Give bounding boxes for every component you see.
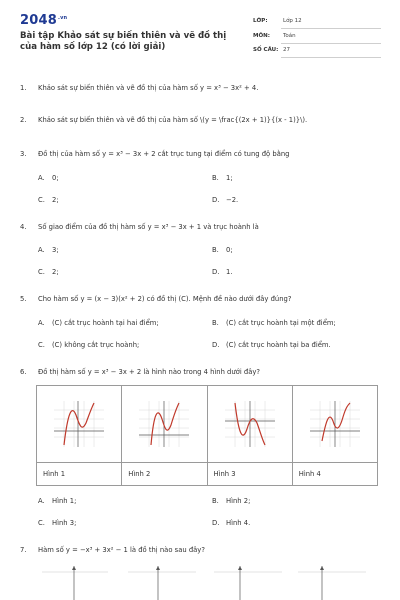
option-d[interactable] xyxy=(212,196,238,204)
option-c[interactable] xyxy=(38,196,59,204)
figure-caption: Hình 2 xyxy=(122,463,207,486)
question-number: 5. xyxy=(20,295,27,303)
option-a[interactable] xyxy=(38,246,59,254)
meta-value: Toán xyxy=(283,33,296,39)
meta-class xyxy=(253,15,381,29)
option-text: (C) không cắt trục hoành; xyxy=(52,341,140,349)
option-text: (C) cắt trục hoành tại một điểm; xyxy=(226,319,336,327)
meta-label: MÔN: xyxy=(253,33,270,39)
option-letter: C. xyxy=(38,268,45,276)
question-text: Đồ thị hàm số y = x³ − 3x + 2 là hình nào trong 4 hình dưới đây? xyxy=(38,368,260,376)
logo-text: 2048 xyxy=(20,13,57,28)
option-c[interactable] xyxy=(38,519,76,527)
option-letter: B. xyxy=(212,174,219,182)
option-c[interactable] xyxy=(38,341,139,349)
question-text: Khảo sát sự biến thiên và vẽ đồ thị của hàm số y = x³ − 3x² + 4. xyxy=(38,84,259,92)
meta-value: Lớp 12 xyxy=(283,18,302,24)
question-7-figures xyxy=(36,566,378,600)
option-letter: D. xyxy=(212,341,220,349)
figure-caption: Hình 4 xyxy=(292,463,377,486)
option-a[interactable] xyxy=(38,174,59,182)
question-text: Cho hàm số y = (x − 3)(x² + 2) có đồ thị (C). Mệnh đề nào dưới đây đúng? xyxy=(38,295,292,303)
option-letter: B. xyxy=(212,246,219,254)
option-a[interactable] xyxy=(38,319,159,327)
option-d[interactable] xyxy=(212,268,233,276)
option-text: Hình 3; xyxy=(52,519,77,527)
figure-cell xyxy=(292,386,377,463)
meta-label: LỚP: xyxy=(253,18,268,24)
option-text: 1; xyxy=(226,174,233,182)
option-text: Hình 1; xyxy=(52,497,77,505)
option-letter: C. xyxy=(38,196,45,204)
graph-figure-1 xyxy=(54,401,104,447)
question-number: 1. xyxy=(20,84,27,92)
figures-table xyxy=(36,385,378,486)
option-text: Hình 4. xyxy=(226,519,251,527)
question-text: Khảo sát sự biến thiên và vẽ đồ thị của hàm số \(y = \frac{(2x + 1)}{(x - 1)}\). xyxy=(38,116,308,124)
option-b[interactable] xyxy=(212,246,233,254)
figure-cell xyxy=(37,386,122,463)
question-text: Số giao điểm của đồ thị hàm số y = x³ − 3x + 1 và trục hoành là xyxy=(38,223,259,231)
option-letter: A. xyxy=(38,246,45,254)
question-3 xyxy=(20,150,289,158)
option-c[interactable] xyxy=(38,268,59,276)
document-title: Bài tập Khảo sát sự biến thiên và vẽ đồ thị của hàm số lớp 12 (có lời giải) xyxy=(20,31,227,52)
question-7 xyxy=(20,546,205,554)
question-5 xyxy=(20,295,291,303)
graph-figure-7a xyxy=(42,566,108,600)
option-text: −2. xyxy=(226,196,239,204)
meta-label: SỐ CÂU: xyxy=(253,47,279,53)
divider xyxy=(281,28,381,29)
figure-cell xyxy=(207,386,292,463)
option-d[interactable] xyxy=(212,519,250,527)
figure-caption: Hình 1 xyxy=(37,463,122,486)
option-b[interactable] xyxy=(212,174,233,182)
graph-figure-7b xyxy=(128,566,196,600)
option-text: 2; xyxy=(52,268,59,276)
option-text: 2; xyxy=(52,196,59,204)
figure-cell xyxy=(122,386,207,463)
option-text: Hình 2; xyxy=(226,497,251,505)
option-text: 0; xyxy=(52,174,59,182)
logo-domain: .vn xyxy=(57,14,68,21)
graph-figure-4 xyxy=(310,401,360,447)
question-2 xyxy=(20,116,307,124)
question-6 xyxy=(20,368,260,376)
option-letter: D. xyxy=(212,268,220,276)
question-number: 3. xyxy=(20,150,27,158)
option-text: (C) cắt trục hoành tại hai điểm; xyxy=(52,319,159,327)
graph-figure-7d xyxy=(298,566,366,600)
question-number: 6. xyxy=(20,368,27,376)
question-4 xyxy=(20,223,259,231)
option-letter: D. xyxy=(212,519,220,527)
option-text: 1. xyxy=(226,268,233,276)
option-text: 3; xyxy=(52,246,59,254)
divider xyxy=(281,57,381,58)
question-number: 2. xyxy=(20,116,27,124)
graph-figure-7c xyxy=(214,566,282,600)
graph-figure-2 xyxy=(139,401,189,447)
option-letter: A. xyxy=(38,174,45,182)
option-a[interactable] xyxy=(38,497,76,505)
site-logo[interactable] xyxy=(20,13,67,28)
option-letter: B. xyxy=(212,319,219,327)
option-d[interactable] xyxy=(212,341,331,349)
graph-figure-3 xyxy=(225,401,275,447)
meta-subject xyxy=(253,30,381,44)
option-b[interactable] xyxy=(212,497,250,505)
option-b[interactable] xyxy=(212,319,336,327)
meta-value: 27 xyxy=(283,47,290,53)
option-letter: A. xyxy=(38,319,45,327)
option-letter: B. xyxy=(212,497,219,505)
option-letter: D. xyxy=(212,196,220,204)
question-text: Đồ thị của hàm số y = x³ − 3x + 2 cắt trục tung tại điểm có tung độ bằng xyxy=(38,150,290,158)
option-letter: A. xyxy=(38,497,45,505)
question-number: 7. xyxy=(20,546,27,554)
meta-count xyxy=(253,44,381,58)
question-text: Hàm số y = −x³ + 3x² − 1 là đồ thị nào sau đây? xyxy=(38,546,205,554)
option-letter: C. xyxy=(38,341,45,349)
option-letter: C. xyxy=(38,519,45,527)
question-number: 4. xyxy=(20,223,27,231)
option-text: 0; xyxy=(226,246,233,254)
question-1 xyxy=(20,84,258,92)
figure-caption: Hình 3 xyxy=(207,463,292,486)
option-text: (C) cắt trục hoành tại ba điểm. xyxy=(226,341,331,349)
